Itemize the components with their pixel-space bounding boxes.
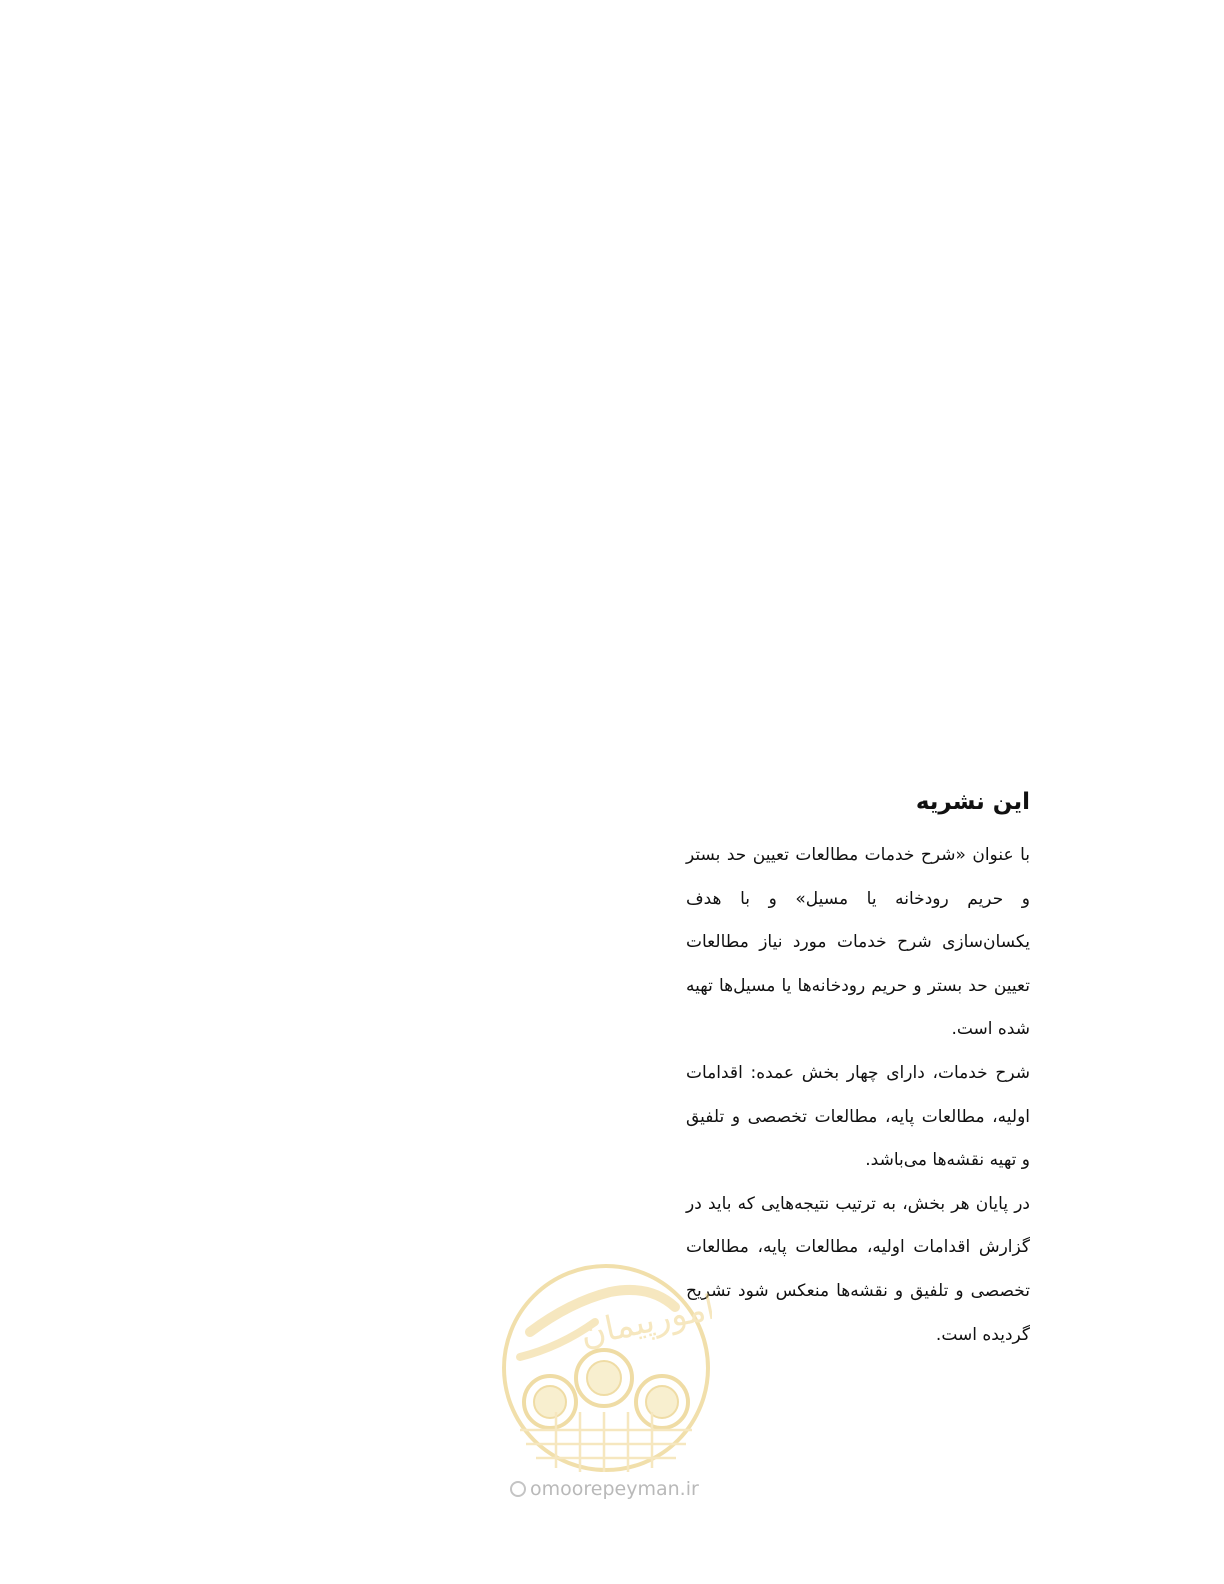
watermark-logo-text: امورپیمان	[576, 1287, 712, 1355]
publication-intro	[686, 780, 1030, 1357]
watermark-logo	[500, 1262, 712, 1474]
paragraph-purpose: با عنوان «شرح خدمات مطالعات تعیین حد بستر و حریم رودخانه یا مسیل» و با هدف یکسان‌سازی شرح خدمات مورد نیاز مطالعات تعیین حد بستر و حریم رودخانه‌ها یا مسیل‌ها تهیه شده است.	[686, 845, 1030, 1040]
watermark-seal-graphic	[500, 1262, 712, 1474]
paragraph-results: در پایان هر بخش، به ترتیب نتیجه‌هایی که باید در گزارش اقدامات اولیه، مطالعات پایه، مطالعات تخصصی و تلفیق و نقشه‌ها منعکس شود تشریح گردیده است.	[686, 1193, 1030, 1345]
paragraph-sections: شرح خدمات، دارای چهار بخش عمده: اقدامات اولیه، مطالعات پایه، مطالعات تخصصی و تلفیق و تهیه نقشه‌ها می‌باشد.	[686, 1062, 1030, 1171]
watermark-url-text: omoorepeyman.ir	[530, 1478, 699, 1500]
watermark-url	[510, 1478, 699, 1500]
section-heading: این نشریه	[915, 789, 1030, 815]
globe-icon	[510, 1481, 526, 1497]
